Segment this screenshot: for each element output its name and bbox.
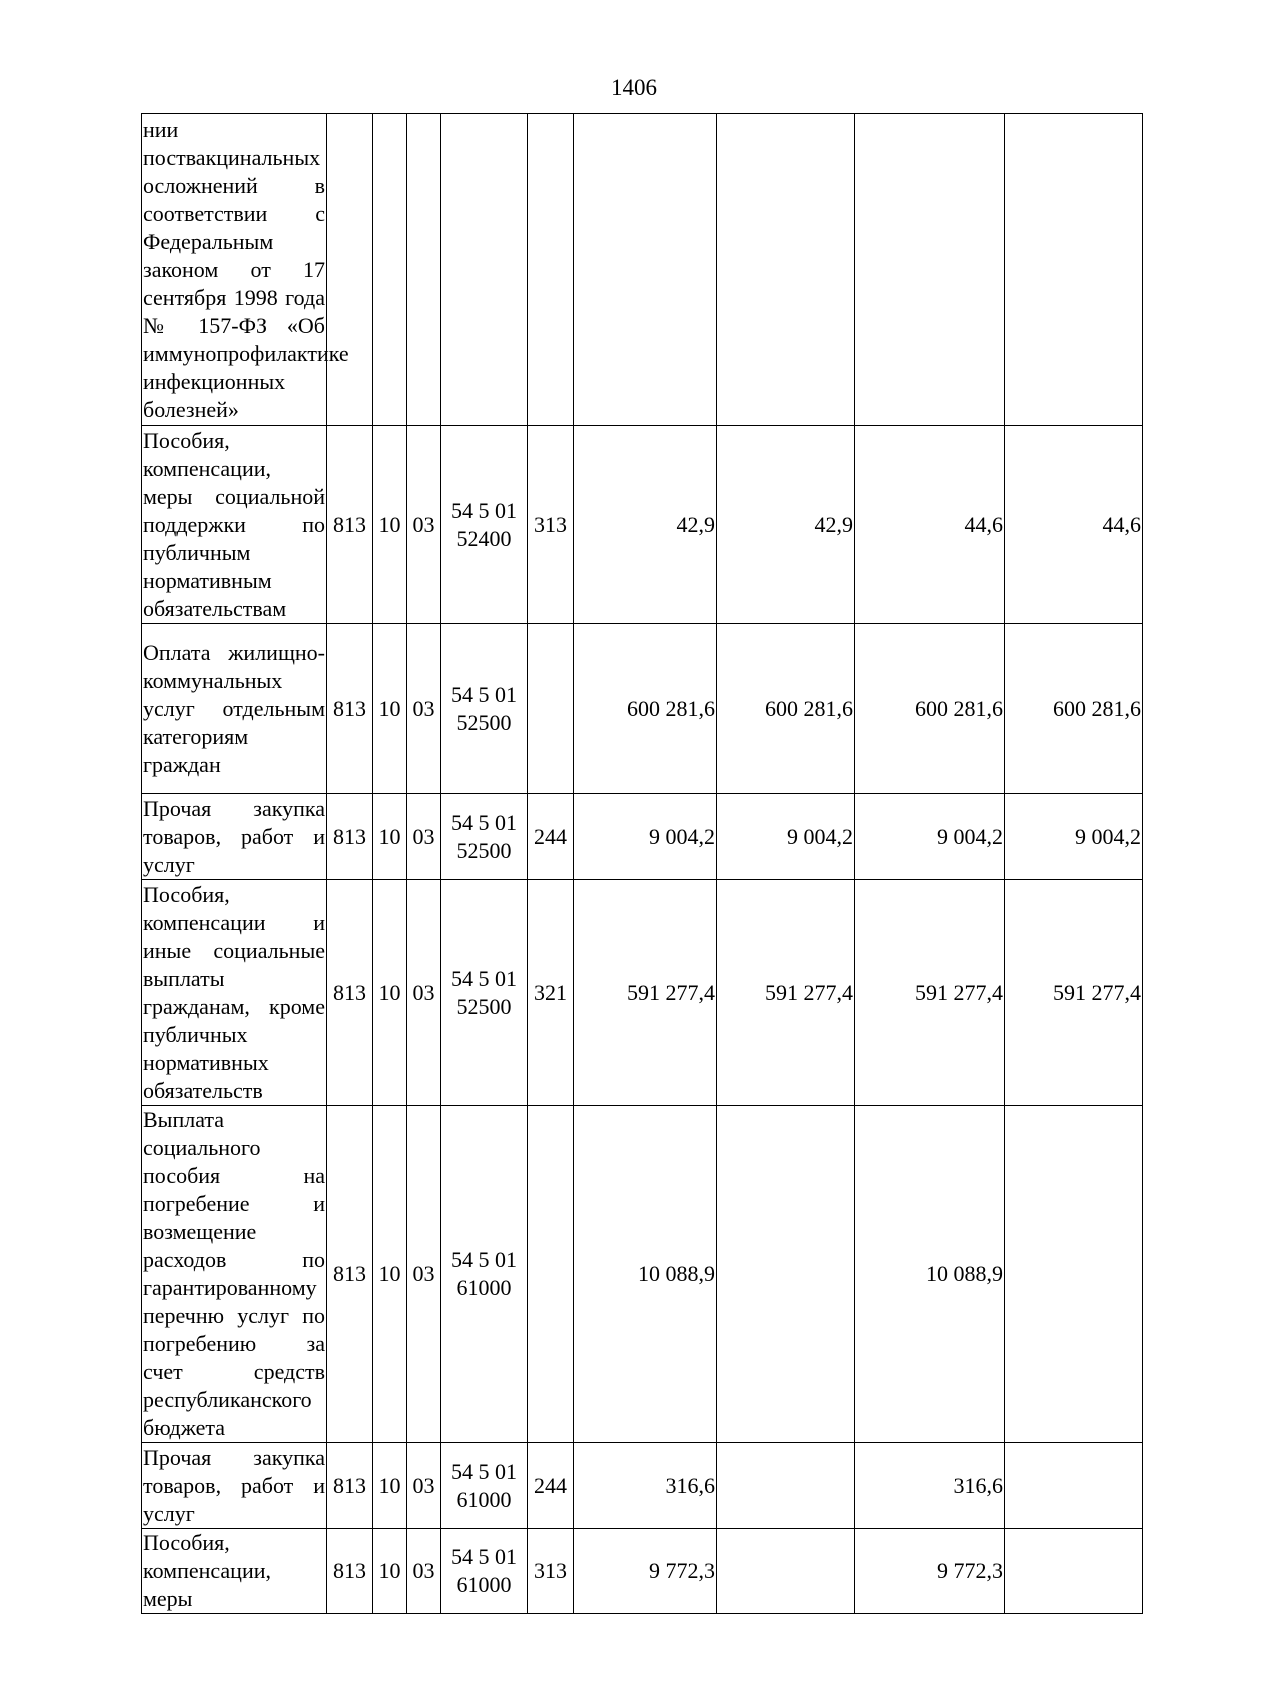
subsection-code: 03 (407, 1106, 441, 1443)
amount-1: 316,6 (574, 1443, 717, 1529)
amount-1: 9 004,2 (574, 794, 717, 880)
amount-4: 591 277,4 (1005, 880, 1143, 1106)
target-article-line2: 61000 (456, 1486, 512, 1512)
ministry-code: 813 (327, 1106, 373, 1443)
section-code: 10 (373, 426, 407, 624)
expense-type-code: 244 (528, 1443, 574, 1529)
table-row (142, 624, 1143, 794)
section-code: 10 (373, 794, 407, 880)
row-description: Прочая закупка товаров, работ и услуг (142, 794, 327, 880)
target-article-line1: 54 5 01 (451, 1544, 517, 1569)
amount-4: 44,6 (1005, 426, 1143, 624)
expense-type-code (528, 114, 574, 426)
amount-4: 600 281,6 (1005, 624, 1143, 794)
target-article-code (441, 880, 528, 1106)
amount-4: 9 004,2 (1005, 794, 1143, 880)
section-code: 10 (373, 624, 407, 794)
amount-4 (1005, 1529, 1143, 1614)
subsection-code: 03 (407, 1443, 441, 1529)
table-row (142, 426, 1143, 624)
ministry-code: 813 (327, 1443, 373, 1529)
target-article-code (441, 1106, 528, 1443)
amount-1: 591 277,4 (574, 880, 717, 1106)
amount-3: 9 772,3 (855, 1529, 1005, 1614)
section-code: 10 (373, 880, 407, 1106)
target-article-line1: 54 5 01 (451, 681, 517, 707)
amount-3 (855, 114, 1005, 426)
page-number: 1406 (611, 75, 657, 100)
row-description: Прочая закупка товаров, работ и услуг (142, 1443, 327, 1529)
target-article-line2: 52500 (456, 709, 512, 735)
ministry-code: 813 (327, 880, 373, 1106)
amount-4 (1005, 1106, 1143, 1443)
target-article-code (441, 624, 528, 794)
amount-1: 42,9 (574, 426, 717, 624)
amount-2 (717, 1529, 855, 1614)
expense-type-code: 244 (528, 794, 574, 880)
ministry-code: 813 (327, 426, 373, 624)
target-article-code (441, 794, 528, 880)
expense-type-code (528, 1106, 574, 1443)
section-code: 10 (373, 1106, 407, 1443)
table-row (142, 794, 1143, 880)
target-article-line2: 61000 (456, 1572, 512, 1597)
amount-1: 10 088,9 (574, 1106, 717, 1443)
target-article-code (441, 1443, 528, 1529)
target-article-line1: 54 5 01 (451, 965, 517, 991)
ministry-code: 813 (327, 794, 373, 880)
target-article-code (441, 114, 528, 426)
amount-1: 600 281,6 (574, 624, 717, 794)
ministry-code (327, 114, 373, 426)
section-code: 10 (373, 1529, 407, 1614)
subsection-code: 03 (407, 880, 441, 1106)
table-row (142, 880, 1143, 1106)
expense-type-code: 313 (528, 426, 574, 624)
target-article-line1: 54 5 01 (451, 1458, 517, 1484)
subsection-code: 03 (407, 624, 441, 794)
table-row (142, 114, 1143, 426)
amount-2 (717, 114, 855, 426)
table-body (142, 114, 1143, 1614)
ministry-code: 813 (327, 624, 373, 794)
amount-1 (574, 114, 717, 426)
amount-2: 9 004,2 (717, 794, 855, 880)
row-description: нии поствакцинальных осложнений в соответствии с Федеральным законом от 17 сентября 1998 года № 157-ФЗ «Об иммунопрофилактике инфекционных болезней» (142, 114, 327, 426)
table-row (142, 1529, 1143, 1614)
amount-4 (1005, 114, 1143, 426)
subsection-code: 03 (407, 794, 441, 880)
amount-2: 600 281,6 (717, 624, 855, 794)
amount-3: 10 088,9 (855, 1106, 1005, 1443)
target-article-line1: 54 5 01 (451, 1247, 517, 1272)
target-article-line2: 52500 (456, 837, 512, 863)
expense-type-code: 313 (528, 1529, 574, 1614)
section-code (373, 114, 407, 426)
subsection-code (407, 114, 441, 426)
amount-3: 9 004,2 (855, 794, 1005, 880)
target-article-line1: 54 5 01 (451, 497, 517, 523)
target-article-line2: 61000 (456, 1275, 512, 1300)
subsection-code: 03 (407, 426, 441, 624)
target-article-line2: 52400 (456, 525, 512, 551)
table-row (142, 1106, 1143, 1443)
expense-type-code (528, 624, 574, 794)
target-article-line2: 52500 (456, 993, 512, 1019)
row-description: Пособия, компенсации и иные социальные выплаты гражданам, кроме публичных нормативных обязательств (142, 880, 327, 1106)
target-article-code (441, 1529, 528, 1614)
target-article-code (441, 426, 528, 624)
target-article-line1: 54 5 01 (451, 809, 517, 835)
subsection-code: 03 (407, 1529, 441, 1614)
amount-4 (1005, 1443, 1143, 1529)
expense-type-code: 321 (528, 880, 574, 1106)
table-row (142, 1443, 1143, 1529)
amount-3: 591 277,4 (855, 880, 1005, 1106)
amount-2 (717, 1443, 855, 1529)
row-description: Оплата жилищно-коммунальных услуг отдельным категориям граждан (142, 624, 327, 794)
amount-1: 9 772,3 (574, 1529, 717, 1614)
amount-3: 44,6 (855, 426, 1005, 624)
row-description: Выплата социального пособия на погребение и возмещение расходов по гарантированному перечню услуг по погребению за счет средств республиканского бюджета (142, 1106, 327, 1443)
amount-2: 42,9 (717, 426, 855, 624)
amount-3: 316,6 (855, 1443, 1005, 1529)
budget-table (141, 113, 1143, 1614)
row-description: Пособия, компенсации, меры (142, 1529, 327, 1614)
amount-3: 600 281,6 (855, 624, 1005, 794)
row-description: Пособия, компенсации, меры социальной поддержки по публичным нормативным обязательствам (142, 426, 327, 624)
amount-2: 591 277,4 (717, 880, 855, 1106)
amount-2 (717, 1106, 855, 1443)
section-code: 10 (373, 1443, 407, 1529)
ministry-code: 813 (327, 1529, 373, 1614)
